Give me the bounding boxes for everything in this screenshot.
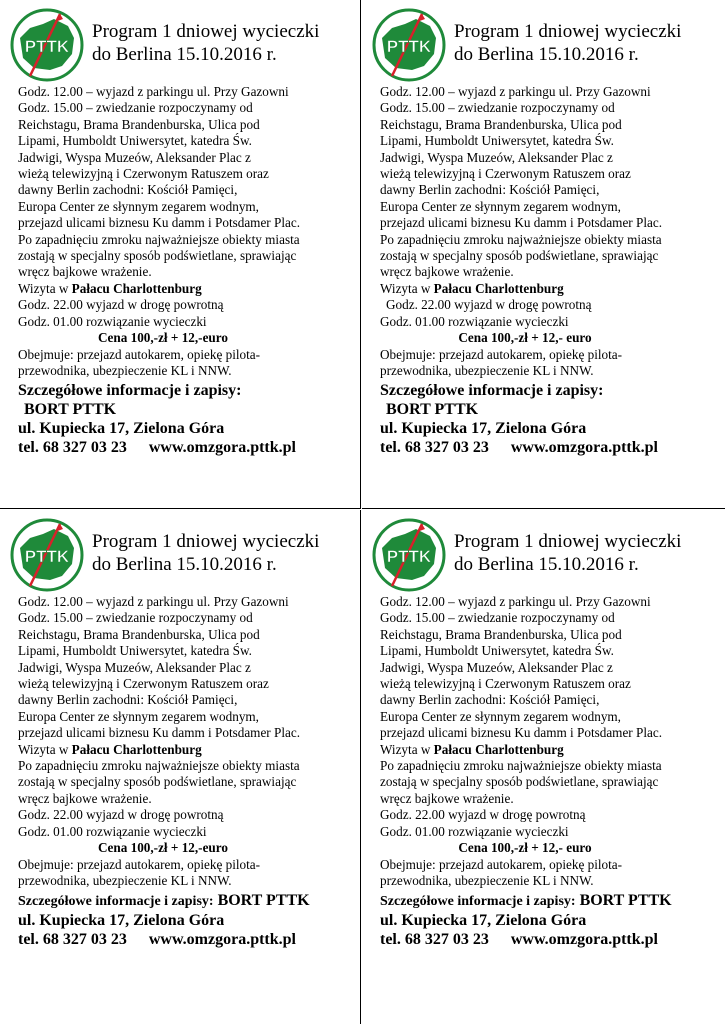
text-line: Program 1 dniowej wycieczki <box>92 531 320 552</box>
text-line: Godz. 12.00 – wyjazd z parkingu ul. Przy Gazowni <box>380 84 651 99</box>
text-line: zostają w specjalny sposób podświetlane, sprawiając <box>380 248 659 264</box>
text-line: Reichstagu, Brama Brandenburska, Ulica pod <box>380 116 622 132</box>
flyer-title <box>92 20 319 66</box>
text-line: przejazd ulicami biznesu Ku damm i Potsdamer Plac. <box>380 215 662 231</box>
text-line: Godz. 01.00 rozwiązanie wycieczki <box>380 823 569 839</box>
flyer-title <box>92 530 319 576</box>
text-line: do Berlina 15.10.2016 r. <box>454 44 639 65</box>
visit-line: Wizyta w Pałacu Charlottenburg <box>380 280 564 296</box>
text-line: Reichstagu, Brama Brandenburska, Ulica pod <box>18 626 260 642</box>
text-line: tel. 68 327 03 23 www.omzgora.pttk.pl <box>18 931 296 949</box>
text-line: wieżą telewizyjną i Czerwonym Ratuszem oraz <box>380 166 631 182</box>
price: Cena 100,-zł + 12,- euro <box>458 840 592 856</box>
text-line: tel. 68 327 03 23 www.omzgora.pttk.pl <box>380 439 658 457</box>
text-line: Jadwigi, Wyspa Muzeów, Aleksander Plac z <box>18 659 251 675</box>
text-line: Obejmuje: przejazd autokarem, opiekę pilota- <box>380 856 623 872</box>
flyer-title <box>454 530 681 576</box>
svg-text:PTTK: PTTK <box>386 547 432 566</box>
text-line: do Berlina 15.10.2016 r. <box>454 554 639 575</box>
text-line: Po zapadnięciu zmroku najważniejsze obiekty miasta <box>18 758 300 774</box>
text-line: ul. Kupiecka 17, Zielona Góra <box>18 420 225 438</box>
text-line: dawny Berlin zachodni: Kościół Pamięci, <box>18 182 238 198</box>
flyer-card-4 <box>362 510 725 1024</box>
text-line: tel. 68 327 03 23 www.omzgora.pttk.pl <box>380 931 658 949</box>
website-link[interactable]: www.omzgora.pttk.pl <box>510 439 658 457</box>
text-line: przejazd ulicami biznesu Ku damm i Potsdamer Plac. <box>18 725 300 741</box>
text-line: dawny Berlin zachodni: Kościół Pamięci, <box>380 692 600 708</box>
text-line: dawny Berlin zachodni: Kościół Pamięci, <box>380 182 600 198</box>
text-line: przewodnika, ubezpieczenie KL i NNW. <box>380 872 594 888</box>
text-line: Godz. 01.00 rozwiązanie wycieczki <box>18 313 207 329</box>
text-line: Po zapadnięciu zmroku najważniejsze obiekty miasta <box>380 758 662 774</box>
text-line: przejazd ulicami biznesu Ku damm i Potsdamer Plac. <box>18 215 300 231</box>
contact-block <box>380 891 710 949</box>
text-line: Europa Center ze słynnym zegarem wodnym, <box>18 708 259 724</box>
text-line: Lipami, Humboldt Uniwersytet, katedra Św. <box>18 643 252 659</box>
flyer-card-2 <box>362 0 725 509</box>
text-line: przewodnika, ubezpieczenie KL i NNW. <box>18 872 232 888</box>
text-line: tel. 68 327 03 23 www.omzgora.pttk.pl <box>18 439 296 457</box>
price: Cena 100,-zł + 12,- euro <box>458 330 592 346</box>
text-line: Szczegółowe informacje i zapisy: BORT PTTK <box>380 892 672 910</box>
text-line: Jadwigi, Wyspa Muzeów, Aleksander Plac z <box>380 659 613 675</box>
text-line: Lipami, Humboldt Uniwersytet, katedra Św. <box>380 643 614 659</box>
text-line: Obejmuje: przejazd autokarem, opiekę pilota- <box>18 856 261 872</box>
text-line: Godz. 15.00 – zwiedzanie rozpoczynamy od <box>18 610 253 626</box>
price: Cena 100,-zł + 12,-euro <box>98 840 228 856</box>
text-line: Godz. 22.00 wyjazd w drogę powrotną <box>18 807 224 823</box>
svg-text:PTTK: PTTK <box>24 547 70 566</box>
pttk-logo-icon <box>10 8 84 82</box>
text-line: wieżą telewizyjną i Czerwonym Ratuszem oraz <box>380 676 631 692</box>
text-line: wręcz bajkowe wrażenie. <box>380 790 514 806</box>
visit-line: Wizyta w Pałacu Charlottenburg <box>18 741 202 757</box>
text-line: Godz. 12.00 – wyjazd z parkingu ul. Przy Gazowni <box>380 594 651 609</box>
text-line: Program 1 dniowej wycieczki <box>454 21 682 42</box>
text-line: Godz. 12.00 – wyjazd z parkingu ul. Przy Gazowni <box>18 594 289 609</box>
website-link[interactable]: www.omzgora.pttk.pl <box>148 931 296 949</box>
text-line: Program 1 dniowej wycieczki <box>92 21 320 42</box>
pttk-logo-icon <box>372 518 446 592</box>
text-line: Europa Center ze słynnym zegarem wodnym, <box>18 198 259 214</box>
text-line: Godz. 15.00 – zwiedzanie rozpoczynamy od <box>380 610 615 626</box>
text-line: Obejmuje: przejazd autokarem, opiekę pilota- <box>380 346 623 362</box>
text-line: zostają w specjalny sposób podświetlane, sprawiając <box>18 248 297 264</box>
text-line: wręcz bajkowe wrażenie. <box>380 264 514 280</box>
text-line: Lipami, Humboldt Uniwersytet, katedra Św. <box>380 133 614 149</box>
text-line: dawny Berlin zachodni: Kościół Pamięci, <box>18 692 238 708</box>
text-line: BORT PTTK <box>24 401 117 419</box>
text-line: Godz. 22.00 wyjazd w drogę powrotną <box>386 297 592 313</box>
text-line: wręcz bajkowe wrażenie. <box>18 790 152 806</box>
pttk-logo-icon <box>10 518 84 592</box>
text-line: Godz. 12.00 – wyjazd z parkingu ul. Przy Gazowni <box>18 84 289 99</box>
text-line: Jadwigi, Wyspa Muzeów, Aleksander Plac z <box>18 149 251 165</box>
text-line: wieżą telewizyjną i Czerwonym Ratuszem oraz <box>18 166 269 182</box>
text-line: przewodnika, ubezpieczenie KL i NNW. <box>18 362 232 378</box>
text-line: Jadwigi, Wyspa Muzeów, Aleksander Plac z <box>380 149 613 165</box>
flyer-body <box>18 594 348 949</box>
text-line: Szczegółowe informacje i zapisy: <box>380 382 604 400</box>
text-line: do Berlina 15.10.2016 r. <box>92 554 277 575</box>
text-line: Godz. 22.00 wyjazd w drogę powrotną <box>380 807 586 823</box>
text-line: Godz. 01.00 rozwiązanie wycieczki <box>18 823 207 839</box>
text-line: wieżą telewizyjną i Czerwonym Ratuszem oraz <box>18 676 269 692</box>
text-line: Godz. 01.00 rozwiązanie wycieczki <box>380 313 569 329</box>
flyer-card-1 <box>0 0 361 509</box>
pttk-logo-icon <box>372 8 446 82</box>
text-line: zostają w specjalny sposób podświetlane, sprawiając <box>380 774 659 790</box>
contact-block <box>380 381 710 457</box>
contact-block <box>18 381 348 457</box>
text-line: Reichstagu, Brama Brandenburska, Ulica pod <box>18 116 260 132</box>
text-line: do Berlina 15.10.2016 r. <box>92 44 277 65</box>
text-line: Godz. 22.00 wyjazd w drogę powrotną <box>18 297 224 313</box>
website-link[interactable]: www.omzgora.pttk.pl <box>510 931 658 949</box>
text-line: Lipami, Humboldt Uniwersytet, katedra Św. <box>18 133 252 149</box>
svg-text:PTTK: PTTK <box>386 37 432 56</box>
flyer-body <box>18 84 348 457</box>
text-line: Po zapadnięciu zmroku najważniejsze obiekty miasta <box>18 231 300 247</box>
text-line: zostają w specjalny sposób podświetlane, sprawiając <box>18 774 297 790</box>
text-line: Szczegółowe informacje i zapisy: <box>18 382 242 400</box>
contact-block <box>18 891 348 949</box>
text-line: wręcz bajkowe wrażenie. <box>18 264 152 280</box>
text-line: Szczegółowe informacje i zapisy: BORT PTTK <box>18 892 310 910</box>
text-line: ul. Kupiecka 17, Zielona Góra <box>380 912 587 930</box>
text-line: Europa Center ze słynnym zegarem wodnym, <box>380 708 621 724</box>
text-line: Godz. 15.00 – zwiedzanie rozpoczynamy od <box>18 100 253 116</box>
text-line: Program 1 dniowej wycieczki <box>454 531 682 552</box>
website-link[interactable]: www.omzgora.pttk.pl <box>148 439 296 457</box>
logo-text: PTTK <box>24 37 70 56</box>
text-line: ul. Kupiecka 17, Zielona Góra <box>380 420 587 438</box>
text-line: ul. Kupiecka 17, Zielona Góra <box>18 912 225 930</box>
flyer-body <box>380 84 710 457</box>
price: Cena 100,-zł + 12,-euro <box>98 330 228 346</box>
visit-line: Wizyta w Pałacu Charlottenburg <box>18 280 202 296</box>
flyer-body <box>380 594 710 949</box>
flyer-title <box>454 20 681 66</box>
text-line: Europa Center ze słynnym zegarem wodnym, <box>380 198 621 214</box>
text-line: Reichstagu, Brama Brandenburska, Ulica pod <box>380 626 622 642</box>
text-line: przejazd ulicami biznesu Ku damm i Potsdamer Plac. <box>380 725 662 741</box>
text-line: Po zapadnięciu zmroku najważniejsze obiekty miasta <box>380 231 662 247</box>
text-line: Obejmuje: przejazd autokarem, opiekę pilota- <box>18 346 261 362</box>
flyer-card-3 <box>0 510 361 1024</box>
text-line: Godz. 15.00 – zwiedzanie rozpoczynamy od <box>380 100 615 116</box>
text-line: przewodnika, ubezpieczenie KL i NNW. <box>380 362 594 378</box>
visit-line: Wizyta w Pałacu Charlottenburg <box>380 741 564 757</box>
text-line: BORT PTTK <box>386 401 479 419</box>
